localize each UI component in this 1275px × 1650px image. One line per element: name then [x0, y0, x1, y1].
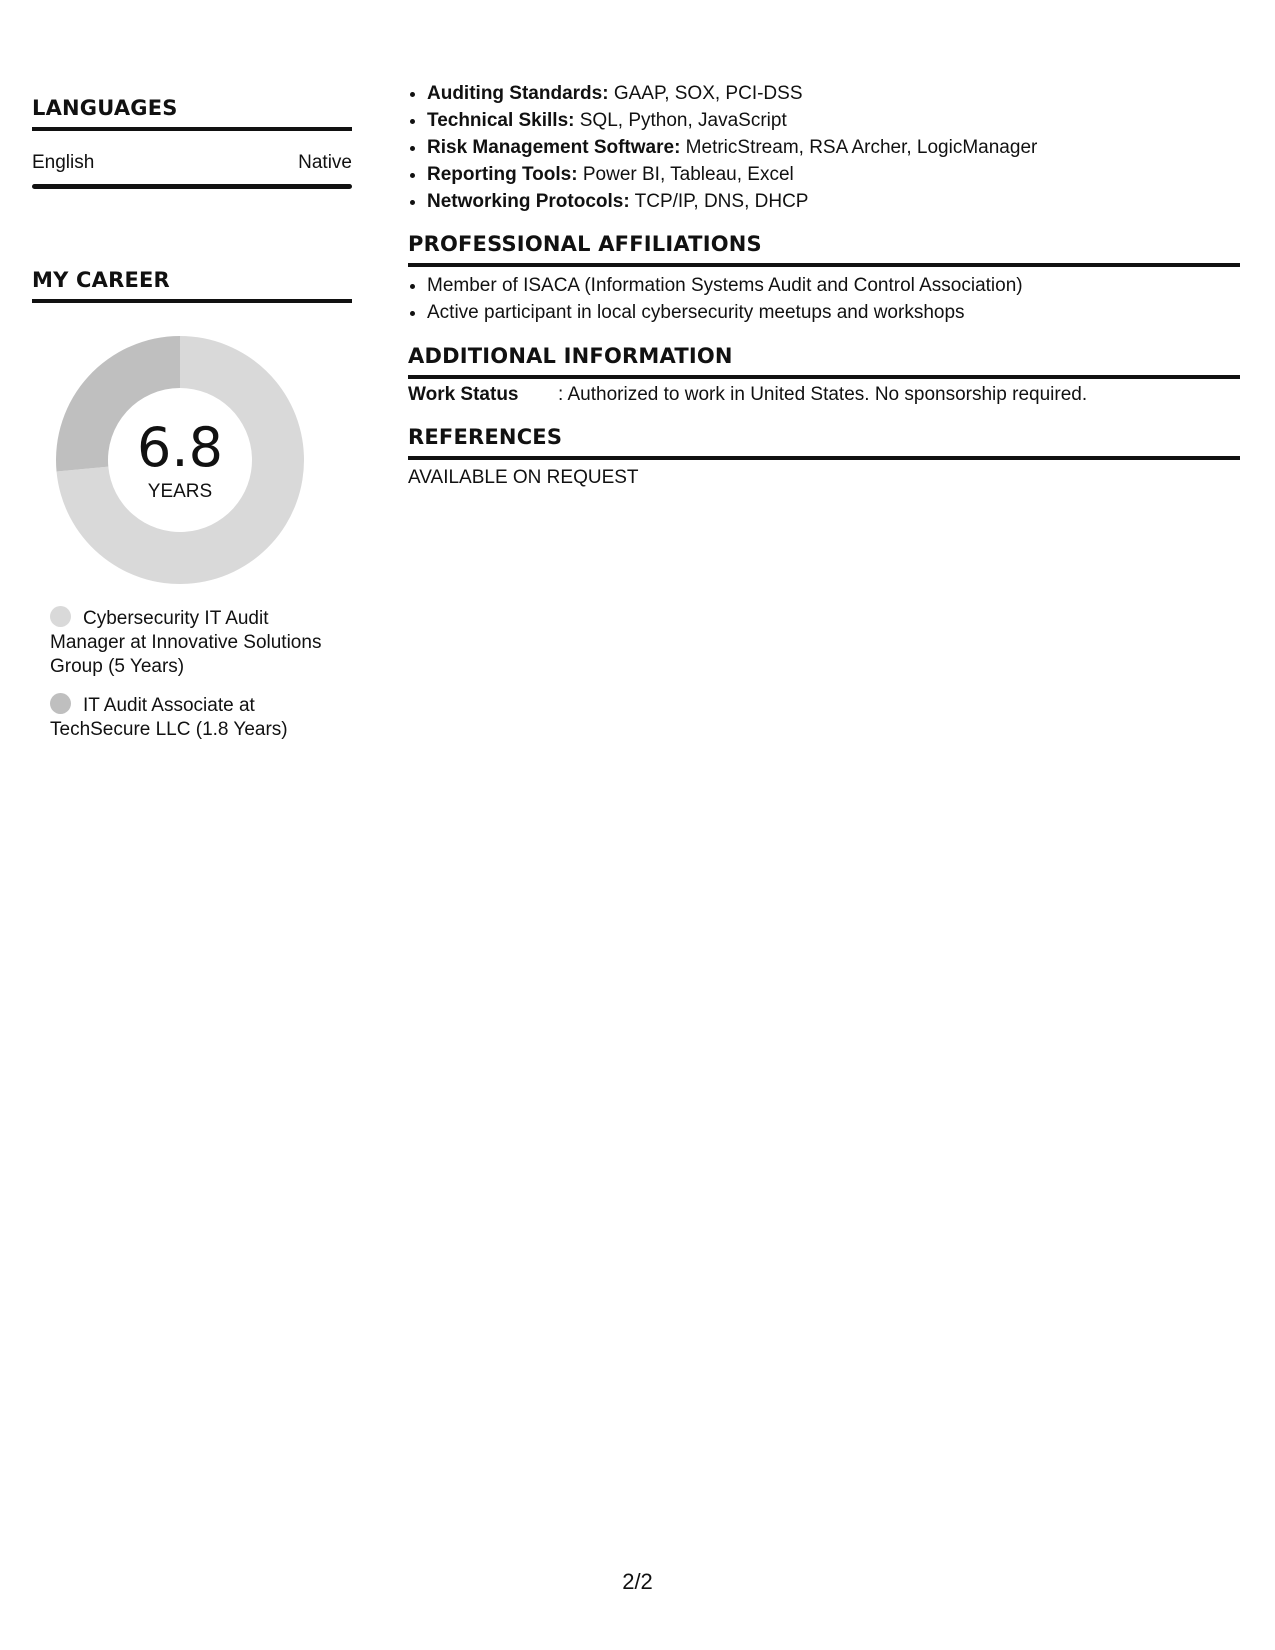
donut-total-unit: YEARS [147, 481, 213, 502]
skill-label: Networking Protocols: [427, 191, 630, 212]
career-legend [50, 606, 340, 756]
skill-value: TCP/IP, DNS, DHCP [629, 191, 809, 212]
list-item [427, 134, 1259, 161]
skill-value: Power BI, Tableau, Excel [577, 164, 794, 185]
list-item: • Member of ISACA (Information Systems Audit and Control Association) [427, 272, 1259, 299]
donut-total-value: 6.8 [137, 416, 223, 479]
language-row [32, 150, 352, 176]
affiliations-list [408, 272, 1259, 326]
list-item [427, 80, 1259, 107]
language-level-bar [32, 184, 352, 189]
additional-info-heading: ADDITIONAL INFORMATION [408, 342, 1240, 379]
languages-heading: LANGUAGES [32, 94, 352, 131]
skill-label: Auditing Standards: [427, 83, 609, 104]
list-item [427, 161, 1259, 188]
list-item: • Active participant in local cybersecurity meetups and workshops [427, 299, 1259, 326]
skills-list [408, 80, 1259, 215]
skill-value: SQL, Python, JavaScript [574, 110, 787, 131]
language-name: English [32, 152, 95, 173]
career-donut-chart [56, 336, 304, 584]
work-status-value: : Authorized to work in United States. No sponsorship required. [558, 384, 1088, 405]
affiliations-heading: PROFESSIONAL AFFILIATIONS [408, 230, 1240, 267]
skill-label: Technical Skills: [427, 110, 575, 131]
work-status-row [408, 382, 1240, 408]
skill-value: MetricStream, RSA Archer, LogicManager [680, 137, 1038, 158]
work-status-label: Work Status [408, 384, 519, 405]
page-number: 2/2 [622, 1569, 653, 1594]
career-heading: MY CAREER [32, 266, 352, 303]
list-item [427, 188, 1259, 215]
skill-value: GAAP, SOX, PCI-DSS [608, 83, 803, 104]
language-level: Native [298, 152, 352, 173]
legend-label: Cybersecurity IT Audit Manager at Innovative Solutions Group (5 Years) [50, 608, 322, 677]
references-text: AVAILABLE ON REQUEST [408, 467, 639, 488]
legend-item [50, 693, 340, 742]
skill-label: Reporting Tools: [427, 164, 578, 185]
legend-item [50, 606, 340, 679]
skill-label: Risk Management Software: [427, 137, 681, 158]
legend-swatch [50, 606, 71, 627]
legend-swatch [50, 693, 71, 714]
list-item [427, 107, 1259, 134]
references-heading: REFERENCES [408, 423, 1240, 460]
legend-label: IT Audit Associate at TechSecure LLC (1.8 Years) [50, 695, 288, 740]
